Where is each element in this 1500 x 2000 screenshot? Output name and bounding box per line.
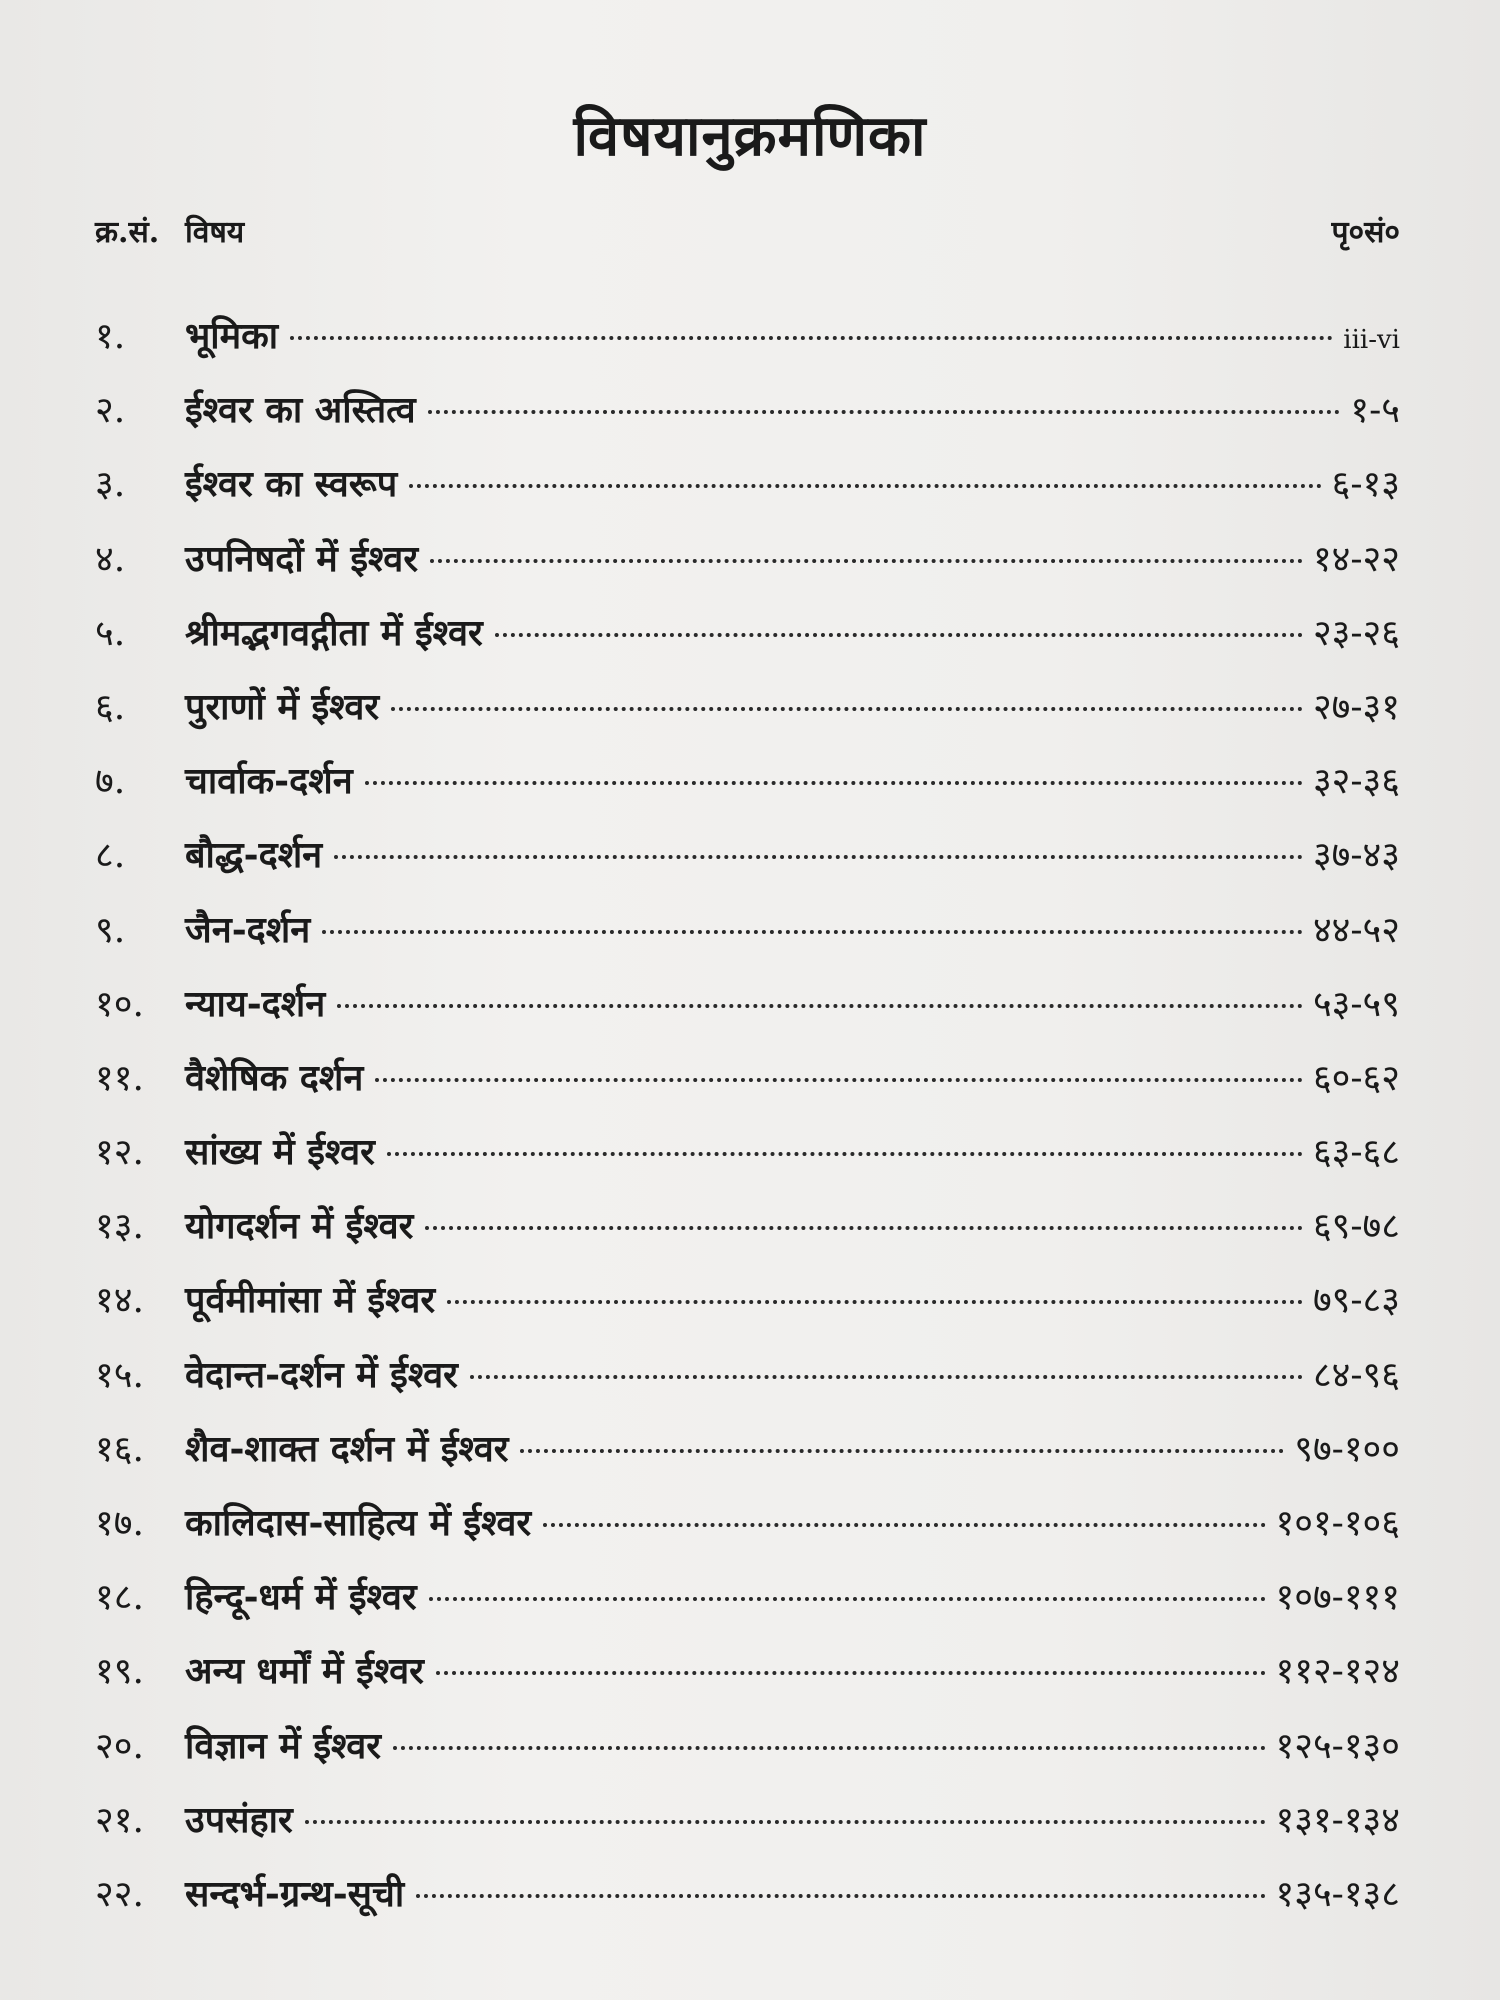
toc-entry-pages: ३२-३६: [1312, 761, 1400, 803]
toc-entry-subject: शैव-शाक्त दर्शन में ईश्वर: [185, 1427, 509, 1470]
toc-entry-pages: ७९-८३: [1312, 1280, 1400, 1322]
toc-entry-subject: अन्य धर्मों में ईश्वर: [185, 1650, 424, 1693]
toc-entry-subject: न्याय-दर्शन: [185, 982, 326, 1025]
dot-leader: [391, 707, 1303, 711]
toc-entry-subject: बौद्ध-दर्शन: [185, 834, 323, 877]
toc-entry-number: १६.: [95, 1428, 144, 1470]
dot-leader: [416, 1894, 1265, 1898]
toc-entry-pages: १-५: [1350, 390, 1400, 432]
toc-entry-number: २१.: [95, 1799, 144, 1841]
toc-entry-number: २.: [95, 390, 126, 432]
toc-entry-number: १२.: [95, 1132, 144, 1174]
toc-entry-subject: चार्वाक-दर्शन: [185, 760, 353, 803]
toc-entry-subject: श्रीमद्भगवद्गीता में ईश्वर: [185, 611, 483, 654]
toc-entry-subject: वेदान्त-दर्शन में ईश्वर: [185, 1353, 458, 1396]
toc-entry: [95, 1571, 1400, 1645]
toc-entry: [95, 310, 1400, 384]
toc-entry-pages: १४-२२: [1312, 538, 1400, 580]
dot-leader: [470, 1375, 1303, 1379]
toc-entry-pages: २३-२६: [1312, 612, 1400, 654]
toc-entry-subject: कालिदास-साहित्य में ईश्वर: [185, 1502, 532, 1544]
toc-entry: [95, 1645, 1400, 1719]
toc-entry: [95, 1200, 1400, 1274]
toc-entry: [95, 978, 1400, 1052]
toc-entry-subject: सांख्य में ईश्वर: [185, 1131, 375, 1174]
toc-entry-number: १४.: [95, 1280, 144, 1322]
toc-entry-subject: उपसंहार: [185, 1798, 293, 1841]
toc-entry-number: ५.: [95, 612, 126, 654]
toc-entry: [95, 384, 1400, 458]
toc-entry-pages: iii-vi: [1343, 325, 1400, 355]
dot-leader: [334, 855, 1303, 859]
toc-entry-subject: विज्ञान में ईश्वर: [185, 1724, 382, 1767]
toc-entry: [95, 533, 1400, 607]
toc-entry-subject: ईश्वर का स्वरूप: [185, 463, 398, 506]
toc-entry-number: १५.: [95, 1354, 144, 1396]
toc-entry-subject: सन्दर्भ-ग्रन्थ-सूची: [185, 1872, 405, 1915]
dot-leader: [290, 336, 1333, 340]
dot-leader: [375, 1078, 1303, 1082]
toc-entry-pages: ११२-१२४: [1275, 1651, 1400, 1693]
dot-leader: [436, 1671, 1266, 1675]
toc-entry-pages: १३१-१३४: [1275, 1799, 1400, 1841]
toc-entry-pages: ६-१३: [1331, 464, 1400, 506]
toc-entry: [95, 1794, 1400, 1868]
header-page-label: पृ०सं०: [1331, 215, 1400, 250]
toc-entry-subject: वैशेषिक दर्शन: [185, 1056, 364, 1099]
dot-leader: [425, 1226, 1303, 1230]
toc-entry-number: ८.: [95, 835, 126, 877]
toc-entry-number: ७.: [95, 761, 126, 803]
toc-entry-number: १.: [95, 316, 126, 357]
toc-entry-pages: १३५-१३८: [1275, 1873, 1400, 1915]
toc-entry-pages: १०१-१०६: [1275, 1503, 1400, 1544]
toc-list: [95, 310, 1400, 1942]
page-title: विषयानुक्रमणिका: [573, 102, 927, 169]
toc-entry-pages: ८४-९६: [1312, 1354, 1400, 1396]
header-subject-label: विषय: [185, 215, 245, 250]
toc-entry-number: १०.: [95, 983, 144, 1025]
dot-leader: [393, 1746, 1265, 1750]
dot-leader: [520, 1449, 1284, 1453]
toc-entry-subject: ईश्वर का अस्तित्व: [185, 389, 416, 432]
toc-entry: [95, 1423, 1400, 1497]
toc-entry-subject: योगदर्शन में ईश्वर: [185, 1205, 414, 1248]
dot-leader: [430, 559, 1303, 563]
toc-entry-number: ४.: [95, 538, 126, 580]
toc-entry-subject: हिन्दू-धर्म में ईश्वर: [185, 1576, 417, 1619]
toc-entry-number: १७.: [95, 1503, 144, 1544]
toc-entry-number: ३.: [95, 464, 126, 506]
toc-entry-pages: ६०-६२: [1312, 1057, 1400, 1099]
toc-entry: [95, 1868, 1400, 1942]
toc-entry-number: २२.: [95, 1873, 144, 1915]
toc-entry-pages: ६३-६८: [1312, 1132, 1400, 1174]
dot-leader: [429, 1597, 1266, 1601]
toc-entry: [95, 1349, 1400, 1423]
toc-entry-subject: पूर्वमीमांसा में ईश्वर: [185, 1279, 436, 1322]
dot-leader: [543, 1523, 1265, 1527]
toc-entry: [95, 458, 1400, 532]
toc-entry: [95, 1720, 1400, 1794]
toc-entry: [95, 1274, 1400, 1348]
toc-entry: [95, 829, 1400, 903]
toc-entry: [95, 1052, 1400, 1126]
toc-entry-number: १३.: [95, 1206, 144, 1248]
toc-entry-number: ६.: [95, 686, 126, 728]
dot-leader: [322, 930, 1303, 934]
toc-entry-pages: ५३-५९: [1312, 983, 1400, 1025]
toc-entry-subject: जैन-दर्शन: [185, 908, 311, 951]
toc-entry: [95, 681, 1400, 755]
dot-leader: [305, 1820, 1266, 1824]
dot-leader: [365, 781, 1303, 785]
toc-entry-pages: ४४-५२: [1312, 909, 1400, 951]
dot-leader: [495, 633, 1303, 637]
toc-entry: [95, 607, 1400, 681]
toc-entry: [95, 755, 1400, 829]
toc-entry-number: ११.: [95, 1057, 144, 1099]
toc-entry-pages: ३७-४३: [1312, 835, 1400, 877]
toc-entry-number: १९.: [95, 1651, 144, 1693]
toc-entry-number: ९.: [95, 909, 126, 951]
toc-entry-subject: उपनिषदों में ईश्वर: [185, 537, 419, 580]
dot-leader: [447, 1300, 1303, 1304]
toc-entry-pages: २७-३१: [1312, 686, 1400, 728]
dot-leader: [409, 484, 1321, 488]
dot-leader: [387, 1152, 1303, 1156]
header-serial-label: क्र.सं.: [95, 215, 160, 250]
dot-leader: [428, 410, 1341, 414]
toc-entry-pages: १०७-१११: [1275, 1577, 1400, 1619]
dot-leader: [337, 1004, 1303, 1008]
toc-entry: [95, 1126, 1400, 1200]
toc-entry-pages: ९७-१००: [1294, 1428, 1400, 1470]
toc-entry-pages: १२५-१३०: [1275, 1725, 1400, 1767]
toc-entry-pages: ६९-७८: [1312, 1206, 1400, 1248]
toc-entry: [95, 1497, 1400, 1571]
toc-entry-number: २०.: [95, 1725, 144, 1767]
toc-entry: [95, 904, 1400, 978]
toc-entry-number: १८.: [95, 1577, 144, 1619]
toc-entry-subject: पुराणों में ईश्वर: [185, 685, 380, 728]
toc-entry-subject: भूमिका: [185, 315, 279, 357]
